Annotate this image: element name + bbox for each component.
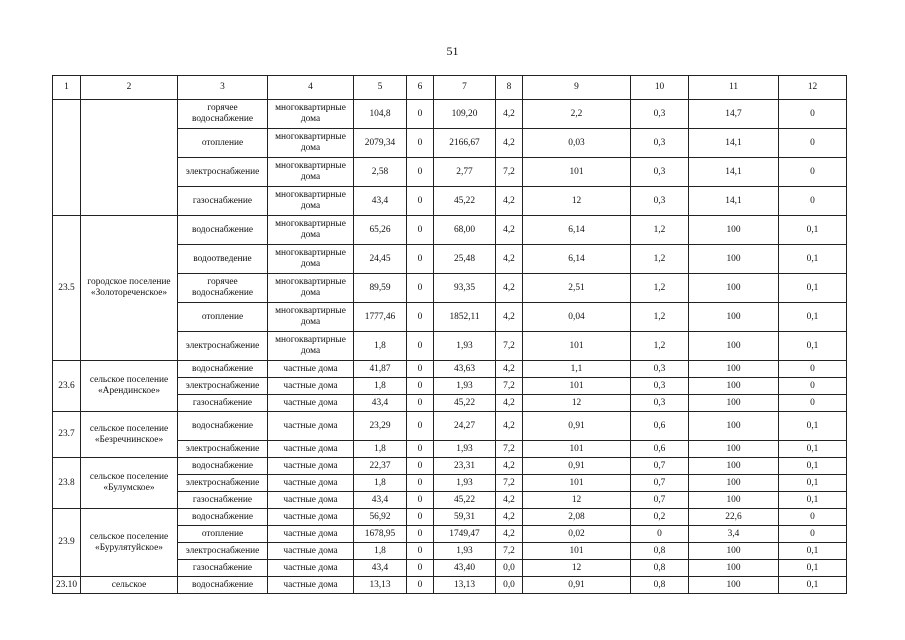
housing-type-cell: частные дома xyxy=(268,475,354,492)
group-number-cell: 23.5 xyxy=(53,216,81,361)
table-row xyxy=(53,412,847,441)
value-cell: 0,1 xyxy=(779,216,847,245)
header-cell: 11 xyxy=(689,76,779,100)
value-cell: 93,35 xyxy=(434,274,496,303)
value-cell: 0,0 xyxy=(496,577,523,594)
service-cell: электроснабжение xyxy=(178,475,268,492)
value-cell: 0,3 xyxy=(631,129,689,158)
value-cell: 0 xyxy=(779,187,847,216)
service-cell: водоотведение xyxy=(178,245,268,274)
housing-type-cell: частные дома xyxy=(268,509,354,526)
value-cell: 0,7 xyxy=(631,492,689,509)
value-cell: 4,2 xyxy=(496,216,523,245)
value-cell: 1852,11 xyxy=(434,303,496,332)
value-cell: 0 xyxy=(407,475,434,492)
value-cell: 23,29 xyxy=(354,412,407,441)
settlement-name-cell: городское поселение «Золотореченское» xyxy=(81,216,178,361)
value-cell: 0,1 xyxy=(779,412,847,441)
value-cell: 0 xyxy=(407,577,434,594)
value-cell: 0,3 xyxy=(631,395,689,412)
value-cell: 14,1 xyxy=(689,158,779,187)
value-cell: 4,2 xyxy=(496,412,523,441)
value-cell: 100 xyxy=(689,492,779,509)
value-cell: 0,1 xyxy=(779,577,847,594)
value-cell: 0,04 xyxy=(523,303,631,332)
value-cell: 0 xyxy=(407,378,434,395)
value-cell: 65,26 xyxy=(354,216,407,245)
settlement-name-cell: сельское xyxy=(81,577,178,594)
value-cell: 100 xyxy=(689,475,779,492)
value-cell: 3,4 xyxy=(689,526,779,543)
value-cell: 89,59 xyxy=(354,274,407,303)
value-cell: 13,13 xyxy=(354,577,407,594)
housing-type-cell: многоквартирные дома xyxy=(268,303,354,332)
value-cell: 1,8 xyxy=(354,441,407,458)
value-cell: 7,2 xyxy=(496,378,523,395)
value-cell: 0,1 xyxy=(779,274,847,303)
value-cell: 23,31 xyxy=(434,458,496,475)
settlement-name-cell: сельское поселение «Бурулятуйское» xyxy=(81,509,178,577)
housing-type-cell: многоквартирные дома xyxy=(268,332,354,361)
value-cell: 0 xyxy=(407,458,434,475)
value-cell: 0,3 xyxy=(631,158,689,187)
value-cell: 100 xyxy=(689,245,779,274)
value-cell: 0,91 xyxy=(523,412,631,441)
value-cell: 24,45 xyxy=(354,245,407,274)
value-cell: 100 xyxy=(689,395,779,412)
value-cell: 45,22 xyxy=(434,395,496,412)
value-cell: 14,1 xyxy=(689,187,779,216)
value-cell: 100 xyxy=(689,378,779,395)
value-cell: 0,8 xyxy=(631,543,689,560)
header-cell: 7 xyxy=(434,76,496,100)
value-cell: 100 xyxy=(689,458,779,475)
table-row xyxy=(53,100,847,129)
value-cell: 0 xyxy=(631,526,689,543)
value-cell: 12 xyxy=(523,395,631,412)
value-cell: 4,2 xyxy=(496,245,523,274)
value-cell: 1,2 xyxy=(631,332,689,361)
value-cell: 1,8 xyxy=(354,332,407,361)
header-cell: 8 xyxy=(496,76,523,100)
value-cell: 1,2 xyxy=(631,245,689,274)
service-cell: горячее водоснабжение xyxy=(178,100,268,129)
value-cell: 4,2 xyxy=(496,492,523,509)
value-cell: 0,91 xyxy=(523,577,631,594)
value-cell: 0 xyxy=(407,274,434,303)
housing-type-cell: многоквартирные дома xyxy=(268,100,354,129)
value-cell: 0,1 xyxy=(779,303,847,332)
value-cell: 0,7 xyxy=(631,458,689,475)
value-cell: 100 xyxy=(689,216,779,245)
value-cell: 0,1 xyxy=(779,441,847,458)
value-cell: 100 xyxy=(689,441,779,458)
value-cell: 4,2 xyxy=(496,303,523,332)
value-cell: 0 xyxy=(407,509,434,526)
value-cell: 101 xyxy=(523,158,631,187)
housing-type-cell: частные дома xyxy=(268,560,354,577)
tariff-table xyxy=(52,75,847,594)
value-cell: 0,7 xyxy=(631,475,689,492)
housing-type-cell: частные дома xyxy=(268,577,354,594)
table-body xyxy=(53,76,847,594)
service-cell: газоснабжение xyxy=(178,395,268,412)
value-cell: 0,1 xyxy=(779,475,847,492)
value-cell: 43,63 xyxy=(434,361,496,378)
value-cell: 4,2 xyxy=(496,395,523,412)
value-cell: 6,14 xyxy=(523,216,631,245)
value-cell: 100 xyxy=(689,361,779,378)
value-cell: 1,8 xyxy=(354,543,407,560)
header-cell: 2 xyxy=(81,76,178,100)
group-number-cell: 23.10 xyxy=(53,577,81,594)
value-cell: 6,14 xyxy=(523,245,631,274)
table-row xyxy=(53,509,847,526)
header-cell: 1 xyxy=(53,76,81,100)
value-cell: 0,3 xyxy=(631,361,689,378)
service-cell: водоснабжение xyxy=(178,361,268,378)
value-cell: 12 xyxy=(523,492,631,509)
value-cell: 43,4 xyxy=(354,187,407,216)
table-row xyxy=(53,577,847,594)
housing-type-cell: частные дома xyxy=(268,543,354,560)
service-cell: водоснабжение xyxy=(178,509,268,526)
value-cell: 1,8 xyxy=(354,378,407,395)
value-cell: 0,2 xyxy=(631,509,689,526)
value-cell: 100 xyxy=(689,274,779,303)
housing-type-cell: многоквартирные дома xyxy=(268,216,354,245)
value-cell: 0 xyxy=(407,100,434,129)
value-cell: 100 xyxy=(689,332,779,361)
value-cell: 4,2 xyxy=(496,361,523,378)
value-cell: 25,48 xyxy=(434,245,496,274)
value-cell: 4,2 xyxy=(496,458,523,475)
value-cell: 0 xyxy=(779,361,847,378)
value-cell: 4,2 xyxy=(496,100,523,129)
value-cell: 0,91 xyxy=(523,458,631,475)
service-cell: водоснабжение xyxy=(178,458,268,475)
value-cell: 0,03 xyxy=(523,129,631,158)
value-cell: 4,2 xyxy=(496,129,523,158)
value-cell: 0,3 xyxy=(631,100,689,129)
value-cell: 1,93 xyxy=(434,475,496,492)
value-cell: 0 xyxy=(407,129,434,158)
value-cell: 0,1 xyxy=(779,332,847,361)
value-cell: 0 xyxy=(407,158,434,187)
value-cell: 0,3 xyxy=(631,378,689,395)
housing-type-cell: частные дома xyxy=(268,378,354,395)
value-cell: 7,2 xyxy=(496,475,523,492)
value-cell: 2,58 xyxy=(354,158,407,187)
service-cell: электроснабжение xyxy=(178,378,268,395)
value-cell: 0,1 xyxy=(779,560,847,577)
group-number-cell: 23.7 xyxy=(53,412,81,458)
service-cell: водоснабжение xyxy=(178,216,268,245)
housing-type-cell: частные дома xyxy=(268,492,354,509)
value-cell: 56,92 xyxy=(354,509,407,526)
housing-type-cell: многоквартирные дома xyxy=(268,187,354,216)
value-cell: 0 xyxy=(407,560,434,577)
value-cell: 22,6 xyxy=(689,509,779,526)
value-cell: 2079,34 xyxy=(354,129,407,158)
value-cell: 12 xyxy=(523,187,631,216)
value-cell: 101 xyxy=(523,441,631,458)
value-cell: 43,4 xyxy=(354,560,407,577)
settlement-name-cell: сельское поселение «Булумское» xyxy=(81,458,178,509)
housing-type-cell: многоквартирные дома xyxy=(268,129,354,158)
housing-type-cell: многоквартирные дома xyxy=(268,245,354,274)
value-cell: 22,37 xyxy=(354,458,407,475)
service-cell: газоснабжение xyxy=(178,560,268,577)
value-cell: 0 xyxy=(407,361,434,378)
value-cell: 4,2 xyxy=(496,187,523,216)
value-cell: 0,02 xyxy=(523,526,631,543)
value-cell: 0,8 xyxy=(631,577,689,594)
header-cell: 9 xyxy=(523,76,631,100)
header-cell: 3 xyxy=(178,76,268,100)
value-cell: 1,93 xyxy=(434,378,496,395)
service-cell: отопление xyxy=(178,526,268,543)
value-cell: 68,00 xyxy=(434,216,496,245)
value-cell: 0,1 xyxy=(779,492,847,509)
value-cell: 1,93 xyxy=(434,332,496,361)
value-cell: 0 xyxy=(407,441,434,458)
value-cell: 12 xyxy=(523,560,631,577)
service-cell: электроснабжение xyxy=(178,441,268,458)
value-cell: 2,2 xyxy=(523,100,631,129)
value-cell: 109,20 xyxy=(434,100,496,129)
settlement-name-cell xyxy=(81,100,178,216)
value-cell: 0 xyxy=(779,395,847,412)
housing-type-cell: частные дома xyxy=(268,412,354,441)
service-cell: отопление xyxy=(178,303,268,332)
value-cell: 0 xyxy=(407,543,434,560)
housing-type-cell: частные дома xyxy=(268,361,354,378)
value-cell: 1,8 xyxy=(354,475,407,492)
value-cell: 0 xyxy=(407,395,434,412)
value-cell: 24,27 xyxy=(434,412,496,441)
value-cell: 0,8 xyxy=(631,560,689,577)
housing-type-cell: частные дома xyxy=(268,441,354,458)
value-cell: 0 xyxy=(407,492,434,509)
value-cell: 101 xyxy=(523,475,631,492)
value-cell: 7,2 xyxy=(496,332,523,361)
value-cell: 1777,46 xyxy=(354,303,407,332)
value-cell: 45,22 xyxy=(434,492,496,509)
header-row xyxy=(53,76,847,100)
value-cell: 0,0 xyxy=(496,560,523,577)
value-cell: 0 xyxy=(407,332,434,361)
header-cell: 4 xyxy=(268,76,354,100)
value-cell: 43,4 xyxy=(354,492,407,509)
value-cell: 0 xyxy=(407,412,434,441)
service-cell: газоснабжение xyxy=(178,492,268,509)
value-cell: 2,08 xyxy=(523,509,631,526)
value-cell: 0,1 xyxy=(779,543,847,560)
value-cell: 0 xyxy=(779,509,847,526)
value-cell: 0 xyxy=(779,526,847,543)
value-cell: 2166,67 xyxy=(434,129,496,158)
value-cell: 0 xyxy=(779,378,847,395)
service-cell: электроснабжение xyxy=(178,158,268,187)
value-cell: 43,4 xyxy=(354,395,407,412)
table-row xyxy=(53,361,847,378)
value-cell: 13,13 xyxy=(434,577,496,594)
value-cell: 4,2 xyxy=(496,274,523,303)
value-cell: 1678,95 xyxy=(354,526,407,543)
settlement-name-cell: сельское поселение «Безречнинское» xyxy=(81,412,178,458)
value-cell: 14,1 xyxy=(689,129,779,158)
header-cell: 12 xyxy=(779,76,847,100)
value-cell: 7,2 xyxy=(496,158,523,187)
service-cell: электроснабжение xyxy=(178,543,268,560)
value-cell: 0 xyxy=(407,526,434,543)
value-cell: 0 xyxy=(779,158,847,187)
value-cell: 1,2 xyxy=(631,216,689,245)
value-cell: 2,77 xyxy=(434,158,496,187)
value-cell: 0,1 xyxy=(779,458,847,475)
value-cell: 0 xyxy=(407,187,434,216)
value-cell: 0 xyxy=(407,303,434,332)
value-cell: 7,2 xyxy=(496,441,523,458)
group-number-cell: 23.6 xyxy=(53,361,81,412)
service-cell: отопление xyxy=(178,129,268,158)
value-cell: 2,51 xyxy=(523,274,631,303)
service-cell: газоснабжение xyxy=(178,187,268,216)
value-cell: 1,1 xyxy=(523,361,631,378)
value-cell: 100 xyxy=(689,560,779,577)
header-cell: 6 xyxy=(407,76,434,100)
settlement-name-cell: сельское поселение «Арендинское» xyxy=(81,361,178,412)
header-cell: 5 xyxy=(354,76,407,100)
value-cell: 1,2 xyxy=(631,303,689,332)
value-cell: 14,7 xyxy=(689,100,779,129)
value-cell: 0 xyxy=(779,100,847,129)
housing-type-cell: многоквартирные дома xyxy=(268,274,354,303)
value-cell: 0 xyxy=(779,129,847,158)
housing-type-cell: частные дома xyxy=(268,395,354,412)
value-cell: 100 xyxy=(689,543,779,560)
value-cell: 7,2 xyxy=(496,543,523,560)
value-cell: 0,6 xyxy=(631,412,689,441)
value-cell: 1,93 xyxy=(434,543,496,560)
value-cell: 0,3 xyxy=(631,187,689,216)
service-cell: водоснабжение xyxy=(178,412,268,441)
value-cell: 4,2 xyxy=(496,526,523,543)
value-cell: 1749,47 xyxy=(434,526,496,543)
value-cell: 101 xyxy=(523,543,631,560)
value-cell: 100 xyxy=(689,303,779,332)
header-cell: 10 xyxy=(631,76,689,100)
value-cell: 0,6 xyxy=(631,441,689,458)
value-cell: 0,1 xyxy=(779,245,847,274)
group-number-cell xyxy=(53,100,81,216)
group-number-cell: 23.8 xyxy=(53,458,81,509)
service-cell: водоснабжение xyxy=(178,577,268,594)
table-row xyxy=(53,216,847,245)
service-cell: горячее водоснабжение xyxy=(178,274,268,303)
service-cell: электроснабжение xyxy=(178,332,268,361)
table-row xyxy=(53,458,847,475)
value-cell: 43,40 xyxy=(434,560,496,577)
housing-type-cell: частные дома xyxy=(268,458,354,475)
value-cell: 0 xyxy=(407,216,434,245)
value-cell: 0 xyxy=(407,245,434,274)
value-cell: 104,8 xyxy=(354,100,407,129)
value-cell: 59,31 xyxy=(434,509,496,526)
page-number: 51 xyxy=(446,44,459,58)
value-cell: 4,2 xyxy=(496,509,523,526)
group-number-cell: 23.9 xyxy=(53,509,81,577)
value-cell: 100 xyxy=(689,412,779,441)
housing-type-cell: многоквартирные дома xyxy=(268,158,354,187)
housing-type-cell: частные дома xyxy=(268,526,354,543)
value-cell: 100 xyxy=(689,577,779,594)
value-cell: 41,87 xyxy=(354,361,407,378)
value-cell: 45,22 xyxy=(434,187,496,216)
value-cell: 1,2 xyxy=(631,274,689,303)
value-cell: 101 xyxy=(523,332,631,361)
value-cell: 1,93 xyxy=(434,441,496,458)
value-cell: 101 xyxy=(523,378,631,395)
